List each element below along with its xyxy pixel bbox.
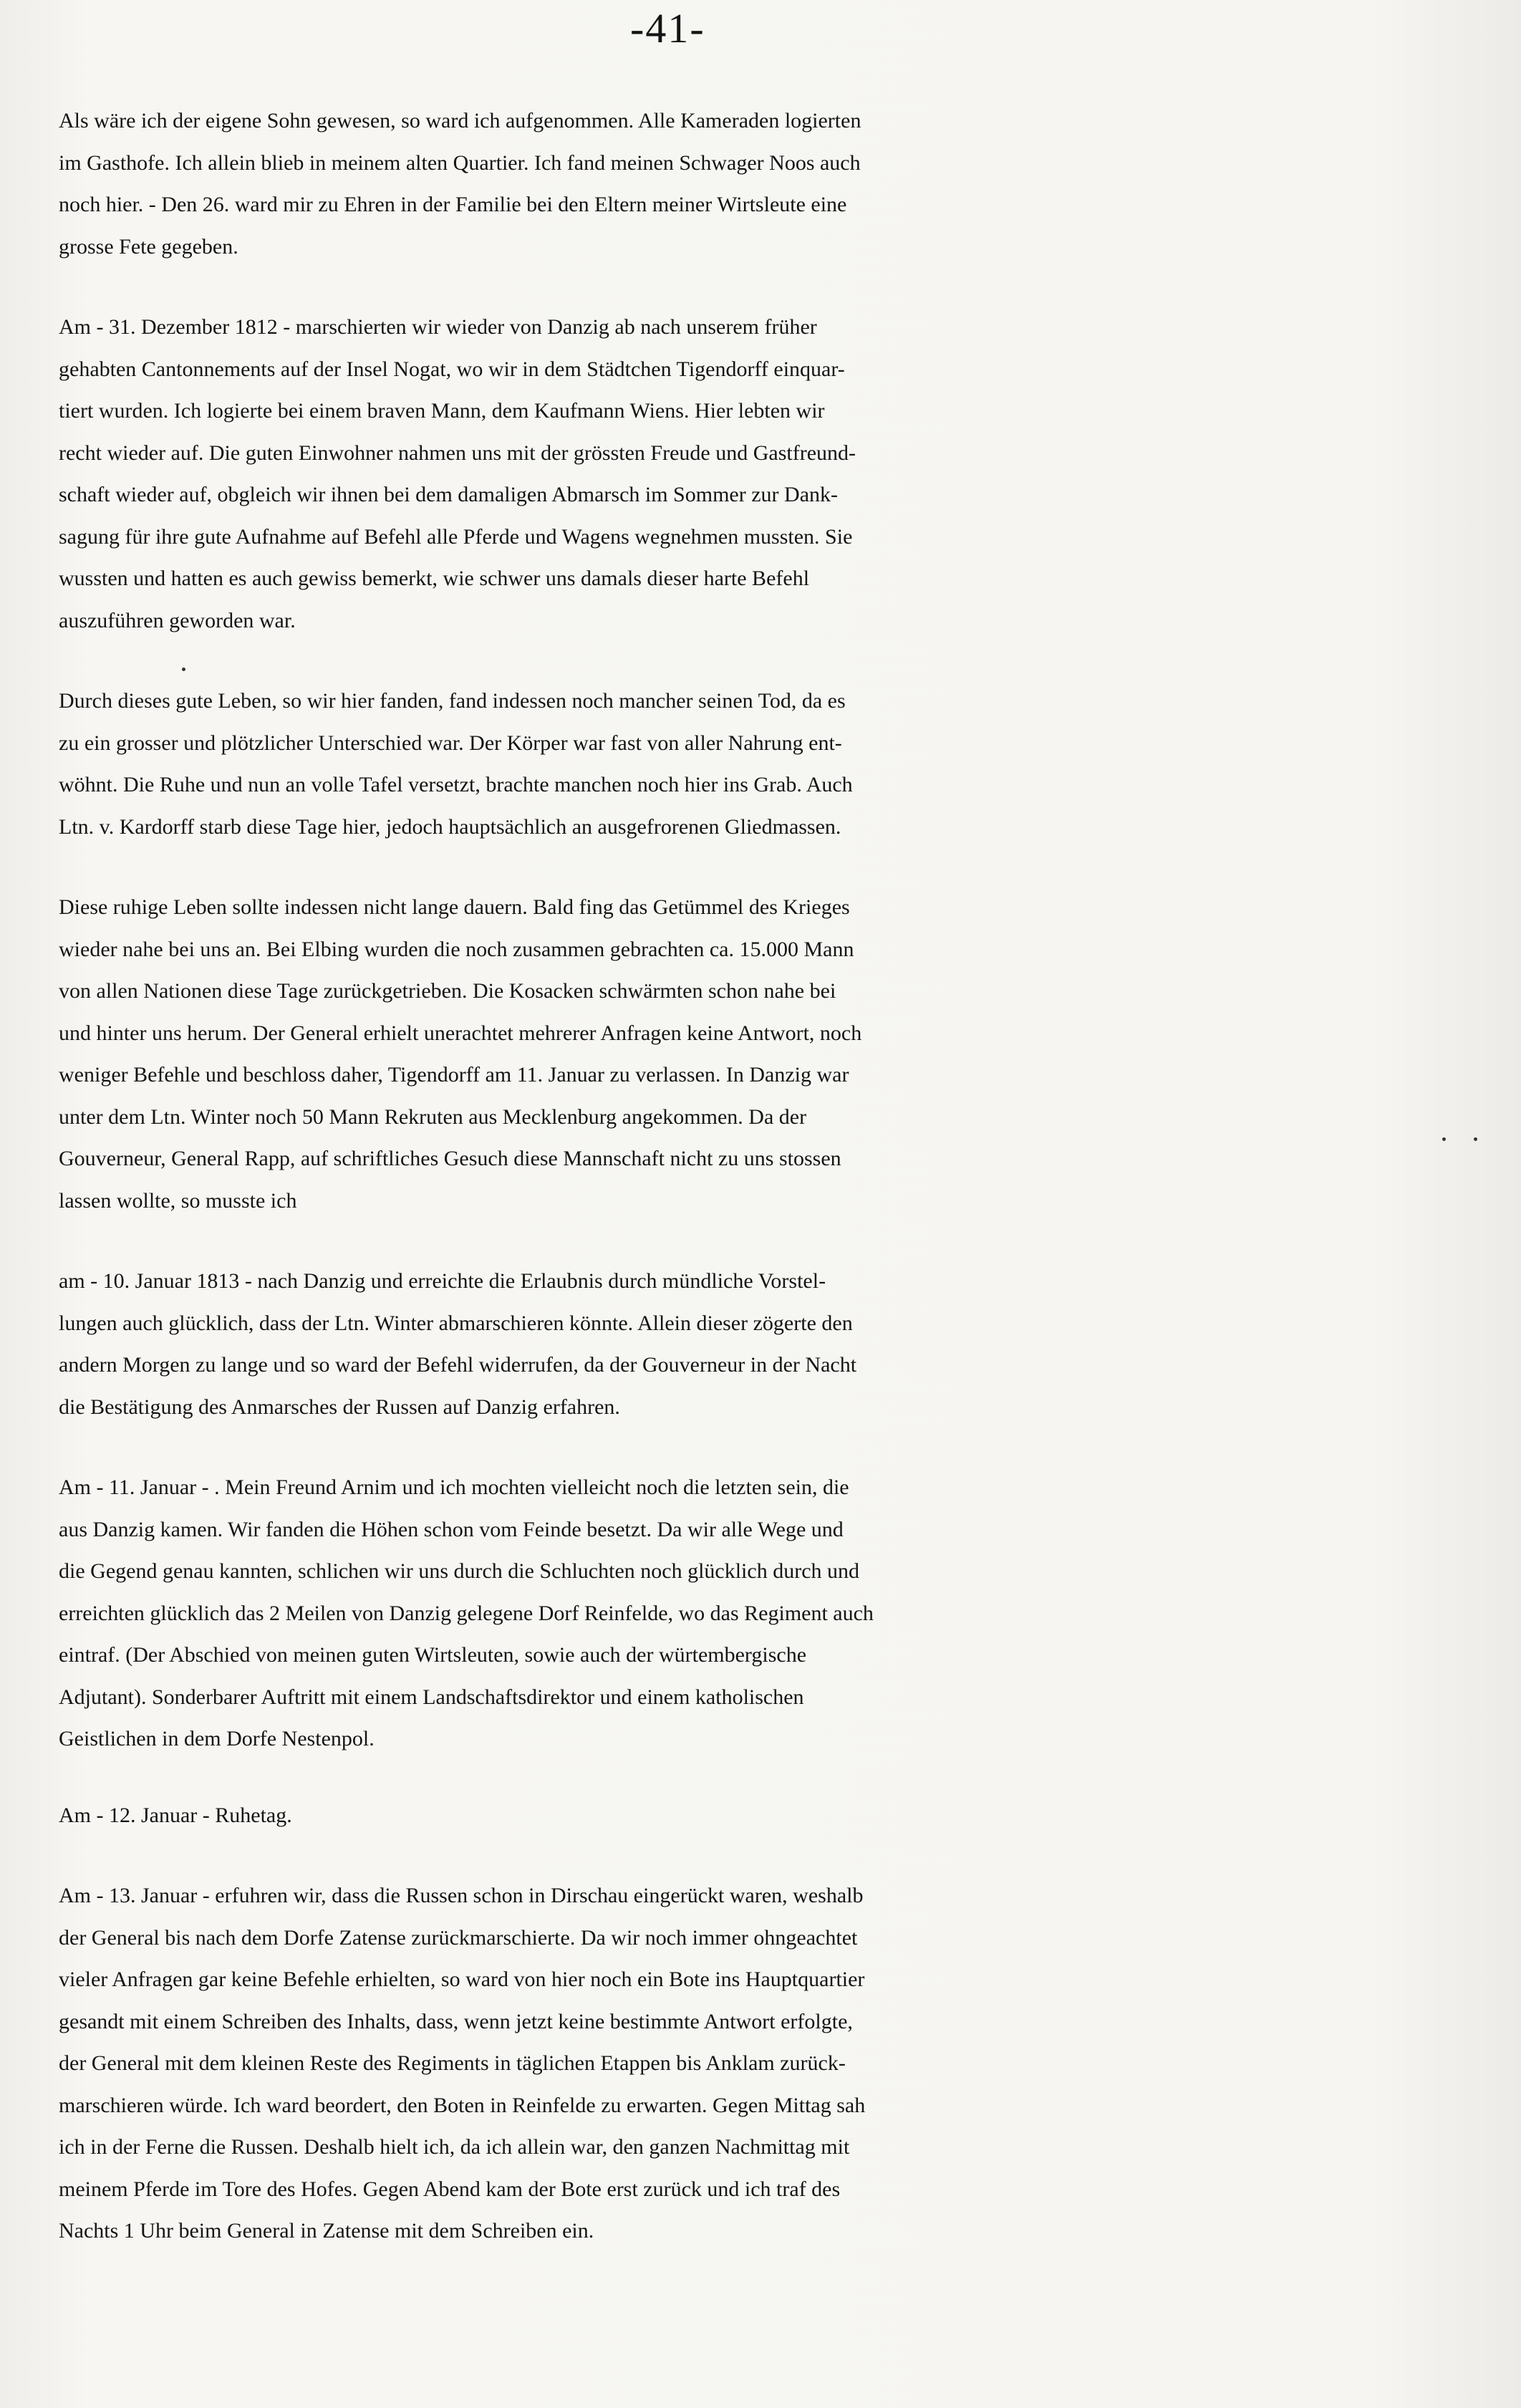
text-line: wieder nahe bei uns an. Bei Elbing wurden die noch zusammen gebrachten ca. 15.000 Mann	[59, 937, 854, 961]
text-line: von allen Nationen diese Tage zurückgetrieben. Die Kosacken schwärmten schon nahe bei	[59, 979, 836, 1003]
text-line: ich in der Ferne die Russen. Deshalb hielt ich, da ich allein war, den ganzen Nachmittag mit	[59, 2135, 850, 2159]
text-line: Als wäre ich der eigene Sohn gewesen, so ward ich aufgenommen. Alle Kameraden logierten	[59, 109, 861, 133]
paragraph	[59, 307, 1520, 642]
text-line: Am - 13. Januar - erfuhren wir, dass die Russen schon in Dirschau eingerückt waren, weshalb	[59, 1884, 864, 1907]
text-line: Ltn. v. Kardorff starb diese Tage hier, jedoch hauptsächlich an ausgefrorenen Gliedmassen.	[59, 814, 841, 839]
text-line: auszuführen geworden war.	[59, 608, 296, 632]
paragraph	[59, 680, 1520, 848]
text-line: lungen auch glücklich, dass der Ltn. Winter abmarschieren könnte. Allein dieser zögerte den	[59, 1311, 853, 1335]
text-line: die Bestätigung des Anmarsches der Russen auf Danzig erfahren.	[59, 1395, 620, 1419]
text-line: zu ein grosser und plötzlicher Unterschied war. Der Körper war fast von aller Nahrung ent-	[59, 731, 842, 755]
text-line: sagung für ihre gute Aufnahme auf Befehl alle Pferde und Wagens wegnehmen mussten. Sie	[59, 524, 853, 549]
text-line: der General mit dem kleinen Reste des Regiments in täglichen Etappen bis Anklam zurück-	[59, 2051, 846, 2075]
stray-mark	[182, 668, 185, 671]
text-line: aus Danzig kamen. Wir fanden die Höhen schon vom Feinde besetzt. Da wir alle Wege und	[59, 1517, 844, 1541]
text-line: Am - 11. Januar - . Mein Freund Arnim und ich mochten vielleicht noch die letzten sein, die	[59, 1475, 849, 1499]
text-line: grosse Fete gegeben.	[59, 234, 238, 259]
text-line: gehabten Cantonnements auf der Insel Nogat, wo wir in dem Städtchen Tigendorff einquar-	[59, 357, 845, 381]
text-line: unter dem Ltn. Winter noch 50 Mann Rekruten aus Mecklenburg angekommen. Da der	[59, 1104, 807, 1129]
text-line: andern Morgen zu lange und so ward der Befehl widerrufen, da der Gouverneur in der Nacht	[59, 1353, 857, 1377]
text-line: Am - 31. Dezember 1812 - marschierten wir wieder von Danzig ab nach unserem früher	[59, 315, 817, 339]
text-line: und hinter uns herum. Der General erhielt unerachtet mehrerer Anfragen keine Antwort, noch	[59, 1021, 862, 1045]
text-line: am - 10. Januar 1813 - nach Danzig und erreichte die Erlaubnis durch mündliche Vorstel-	[59, 1269, 826, 1293]
text-line: Geistlichen in dem Dorfe Nestenpol.	[59, 1727, 375, 1750]
paragraph	[59, 1261, 1520, 1428]
text-line: schaft wieder auf, obgleich wir ihnen bei dem damaligen Abmarsch im Sommer zur Dank-	[59, 483, 838, 506]
text-line: eintraf. (Der Abschied von meinen guten Wirtsleuten, sowie auch der würtembergische	[59, 1643, 807, 1667]
text-line: weniger Befehle und beschloss daher, Tigendorff am 11. Januar zu verlassen. In Danzig war	[59, 1063, 849, 1087]
text-line: recht wieder auf. Die guten Einwohner nahmen uns mit der grössten Freude und Gastfreund-	[59, 440, 856, 465]
text-line: Gouverneur, General Rapp, auf schriftliches Gesuch diese Mannschaft nicht zu uns stossen	[59, 1147, 841, 1170]
text-line: tiert wurden. Ich logierte bei einem braven Mann, dem Kaufmann Wiens. Hier lebten wir	[59, 399, 825, 423]
body-text	[59, 100, 1520, 2291]
text-line: der General bis nach dem Dorfe Zatense zurückmarschierte. Da wir noch immer ohngeachtet	[59, 1925, 858, 1950]
text-line: im Gasthofe. Ich allein blieb in meinem alten Quartier. Ich fand meinen Schwager Noos auch	[59, 150, 861, 175]
paragraph	[59, 1467, 1520, 1761]
stray-mark	[1474, 1137, 1477, 1141]
text-line: Adjutant). Sonderbarer Auftritt mit einem Landschaftsdirektor und einem katholischen	[59, 1685, 804, 1709]
text-line: meinem Pferde im Tore des Hofes. Gegen Abend kam der Bote erst zurück und ich traf des	[59, 2177, 841, 2201]
text-line: wussten und hatten es auch gewiss bemerkt, wie schwer uns damals dieser harte Befehl	[59, 567, 810, 590]
paragraph	[59, 1795, 1520, 1837]
paragraph	[59, 1875, 1520, 2253]
stray-mark	[1442, 1137, 1446, 1141]
paragraph	[59, 887, 1520, 1222]
text-line: lassen wollte, so musste ich	[59, 1188, 297, 1213]
page-number: -41-	[630, 5, 705, 52]
text-line: Am - 12. Januar - Ruhetag.	[59, 1803, 292, 1827]
text-line: gesandt mit einem Schreiben des Inhalts, dass, wenn jetzt keine bestimmte Antwort erfolgte,	[59, 2009, 853, 2033]
text-line: Diese ruhige Leben sollte indessen nicht lange dauern. Bald fing das Getümmel des Krieges	[59, 895, 850, 919]
text-line: noch hier. - Den 26. ward mir zu Ehren in der Familie bei den Eltern meiner Wirtsleute eine	[59, 193, 847, 216]
paragraph	[59, 100, 1520, 268]
text-line: erreichten glücklich das 2 Meilen von Danzig gelegene Dorf Reinfelde, wo das Regiment auch	[59, 1601, 874, 1625]
text-line: marschieren würde. Ich ward beordert, den Boten in Reinfelde zu erwarten. Gegen Mittag sah	[59, 2093, 866, 2117]
text-line: die Gegend genau kannten, schlichen wir uns durch die Schluchten noch glücklich durch und	[59, 1559, 860, 1583]
text-line: Nachts 1 Uhr beim General in Zatense mit dem Schreiben ein.	[59, 2219, 594, 2243]
text-line: Durch dieses gute Leben, so wir hier fanden, fand indessen noch mancher seinen Tod, da es	[59, 689, 846, 713]
text-line: vieler Anfragen gar keine Befehle erhielten, so ward von hier noch ein Bote ins Hauptquartier	[59, 1968, 865, 1991]
text-line: wöhnt. Die Ruhe und nun an volle Tafel versetzt, brachte manchen noch hier ins Grab. Auch	[59, 773, 853, 796]
